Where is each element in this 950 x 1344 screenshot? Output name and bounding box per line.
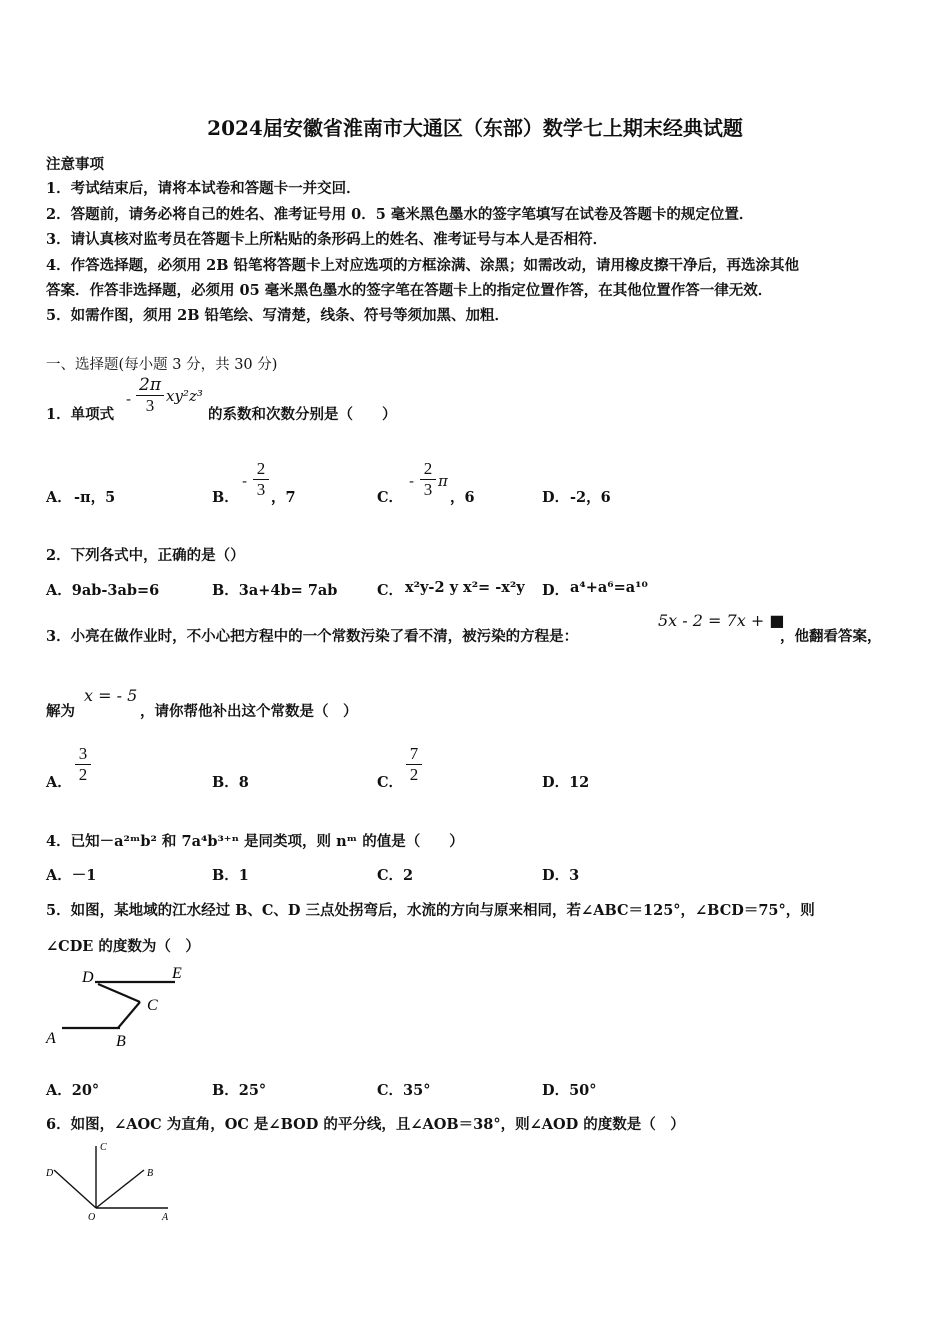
q1-fraction <box>136 376 164 415</box>
section-heading: 一、选择题(每小题 3 分，共 30 分) <box>46 357 278 373</box>
q5-label-a: A <box>46 1030 56 1047</box>
q5-option-b: B．25° <box>212 1082 267 1099</box>
q1-option-a-text: -π，5 <box>74 489 116 506</box>
q3-solution: x = - 5 <box>84 686 138 705</box>
q1-frac-num: 2π <box>139 375 161 395</box>
q5-line-cb <box>118 1002 140 1028</box>
notice-heading: 注意事项 <box>46 156 104 173</box>
q4-option-d: D．3 <box>542 867 580 884</box>
q2-option-c-label: C． <box>377 582 404 599</box>
q3-line2-a: 解为 <box>46 703 75 720</box>
q2-stem: 2．下列各式中，正确的是（） <box>46 547 245 564</box>
q6-angle-figure <box>40 1138 180 1228</box>
q1-option-b-num: 2 <box>256 459 266 478</box>
q1-option-b-minus: - <box>242 472 248 490</box>
q3-option-a-num: 3 <box>78 744 88 763</box>
notice-item-2: 2．答题前，请务必将自己的姓名、准考证号用 0．5 毫米黑色墨水的签字笔填写在试卷及答题卡的规定位置． <box>46 206 754 223</box>
q3-option-a-den: 2 <box>78 765 88 784</box>
q2-option-a: A．9ab-3ab=6 <box>46 582 160 599</box>
q5-stem-line2: ∠CDE 的度数为（ ） <box>46 938 200 955</box>
q5-option-a: A．20° <box>46 1082 100 1099</box>
q5-stem-line1: 5．如图，某地域的江水经过 B、C、D 三点处拐弯后，水流的方向与原来相同，若∠ABC＝125°，∠BCD＝75°，则 <box>46 902 815 919</box>
q1-suffix: 的系数和次数分别是（ ） <box>208 406 397 423</box>
q2-option-c-text: x²y-2 y x²= -x²y <box>405 579 525 596</box>
q2-option-d-label: D． <box>542 582 570 599</box>
q5-line-dc <box>98 984 140 1002</box>
q1-option-b-fraction <box>253 460 269 499</box>
q4-option-c: C．2 <box>377 867 414 884</box>
q5-option-d: D．50° <box>542 1082 597 1099</box>
q1-option-c-label: C． <box>377 489 404 506</box>
q1-option-c-fraction <box>420 460 436 499</box>
q2-option-d-text: a⁴+a⁶=a¹⁰ <box>570 579 648 596</box>
q1-option-c-num: 2 <box>423 459 433 478</box>
q1-option-d-text: -2，6 <box>570 489 611 506</box>
q6-ray-od <box>54 1170 96 1208</box>
q4-option-a: A．－1 <box>46 867 97 884</box>
q3-option-c-fraction <box>406 745 422 784</box>
q1-vars: xy²z³ <box>166 387 203 405</box>
q5-option-c: C．35° <box>377 1082 431 1099</box>
q3-option-a-label: A． <box>46 774 72 791</box>
q3-option-b: B．8 <box>212 774 249 791</box>
notice-item-5: 5．如需作图，须用 2B 铅笔绘、写清楚，线条、符号等须加黑、加粗． <box>46 307 510 324</box>
q5-label-e: E <box>172 965 182 982</box>
q3-stem: 3．小亮在做作业时，不小心把方程中的一个常数污染了看不清，被污染的方程是： <box>46 628 579 645</box>
page-title: 2024届安徽省淮南市大通区（东部）数学七上期末经典试题 <box>207 116 743 140</box>
notice-item-1: 1．考试结束后，请将本试卷和答题卡一并交回． <box>46 180 361 197</box>
q6-stem: 6．如图，∠AOC 为直角，OC 是∠BOD 的平分线，且∠AOB＝38°，则∠AOD 的度数是（ ） <box>46 1116 685 1133</box>
notice-item-4: 4．作答选择题，必须用 2B 铅笔将答题卡上对应选项的方框涂满、涂黑；如需改动，请用橡皮擦干净后，再选涂其他 <box>46 257 800 274</box>
q1-prefix: 1．单项式 <box>46 406 115 423</box>
q5-label-d: D <box>82 969 94 986</box>
q1-frac-den: 3 <box>145 396 155 415</box>
q1-option-c-minus: - <box>409 472 415 490</box>
notice-item-4-cont: 答案．作答非选择题，必须用 05 毫米黑色墨水的签字笔在答题卡上的指定位置作答，在其他位置作答一律无效． <box>46 282 773 299</box>
q3-option-c-label: C． <box>377 774 404 791</box>
q1-minus: - <box>126 390 132 408</box>
q3-option-d: D．12 <box>542 774 590 791</box>
q5-river-figure <box>40 960 200 1055</box>
q1-option-c-pi: π <box>438 472 448 490</box>
q6-label-c: C <box>100 1142 107 1153</box>
q6-label-a: A <box>162 1212 169 1223</box>
q6-label-o: O <box>88 1212 96 1223</box>
q1-option-d-label: D． <box>542 489 570 506</box>
q1-option-c-den: 3 <box>423 480 433 499</box>
q3-option-a-fraction <box>75 745 91 784</box>
q3-line2-b: ，请你帮他补出这个常数是（ ） <box>140 703 358 720</box>
q1-option-c-tail: ，6 <box>450 489 475 506</box>
q6-label-d: D <box>46 1168 54 1179</box>
q6-label-b: B <box>147 1168 154 1179</box>
q6-ray-ob <box>96 1170 144 1208</box>
q3-option-c-den: 2 <box>409 765 419 784</box>
q2-option-b: B．3a+4b= 7ab <box>212 582 338 599</box>
q3-option-c-num: 7 <box>409 744 419 763</box>
q3-equation: 5x - 2 = 7x + ■ <box>658 611 785 630</box>
q1-option-b-label: B． <box>212 489 239 506</box>
q1-option-b-den: 3 <box>256 480 266 499</box>
q5-label-b: B <box>116 1033 126 1050</box>
q1-option-b-tail: ，7 <box>271 489 296 506</box>
q3-stem-end: ，他翻看答案， <box>780 628 882 645</box>
q4-option-b: B．1 <box>212 867 249 884</box>
notice-item-3: 3．请认真核对监考员在答题卡上所粘贴的条形码上的姓名、准考证号与本人是否相符． <box>46 231 608 248</box>
q5-label-c: C <box>147 997 158 1014</box>
q1-option-a-label: A． <box>46 489 72 506</box>
q4-stem: 4．已知－a²ᵐb² 和 7a⁴b³⁺ⁿ 是同类项，则 nᵐ 的值是（ ） <box>46 833 464 850</box>
